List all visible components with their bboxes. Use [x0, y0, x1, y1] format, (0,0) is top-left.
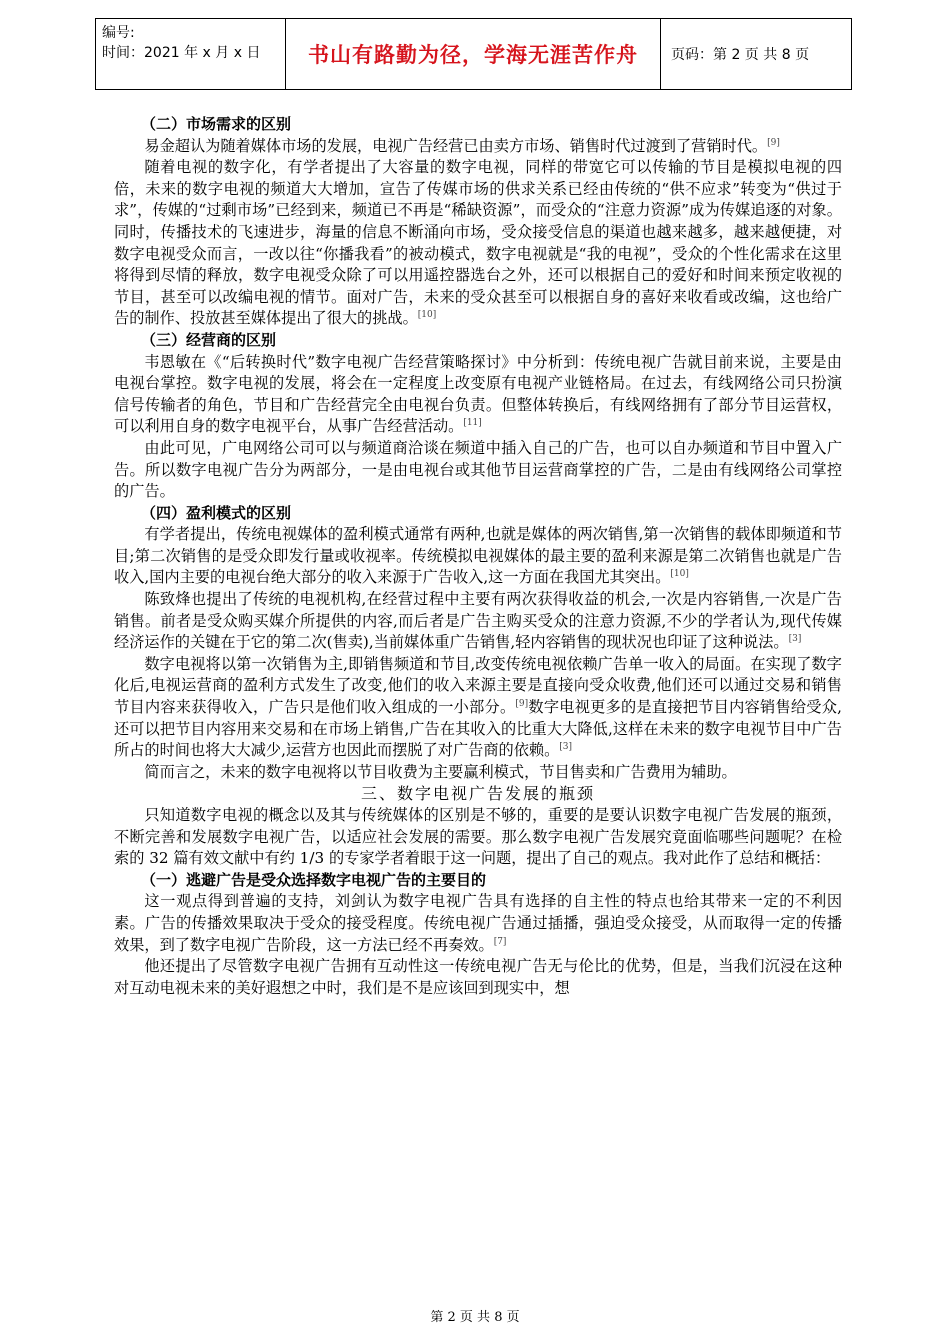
- header-left-cell: [96, 19, 286, 89]
- section-heading: 三、数字电视广告发展的瓶颈: [360, 784, 595, 804]
- paragraph: 只知道数字电视的概念以及其与传统媒体的区别是不够的，重要的是要认识数字电视广告发展的瓶颈，不断完善和发展数字电视广告，以适应社会发展的需要。那么数字电视广告发展究竟面临哪些问题呢？在检索的 32 篇有效文献中有约 1/3 的专家学者着眼于这一问题，提出了自己的观点。我对此作了总结和概括：: [114, 806, 842, 868]
- citation: [9]: [767, 137, 780, 148]
- document-number-label: 编号:: [102, 25, 135, 41]
- citation: [7]: [493, 936, 507, 947]
- paragraph: 简而言之，未来的数字电视将以节目收费为主要赢利模式，节目售卖和广告费用为辅助。: [144, 762, 737, 781]
- citation: [9]: [515, 698, 529, 709]
- paragraph: 由此可见，广电网络公司可以与频道商洽谈在频道中插入自己的广告，也可以自办频道和节目中置入广告。所以数字电视广告分为两部分，一是由电视台或其他节目运营商掌控的广告，二是由有线网络公司掌控的广告。: [114, 438, 842, 501]
- citation: [3]: [559, 742, 573, 753]
- citation: [10]: [417, 310, 437, 321]
- page-footer: 第 2 页 共 8 页: [430, 1310, 520, 1325]
- page-header: [95, 18, 852, 90]
- subheading-market-demand: （二）市场需求的区别: [141, 115, 292, 133]
- paragraph: 陈致烽也提出了传统的电视机构,在经营过程中主要有两次获得收益的机会,一次是内容销售,一次是广告销售。前者是受众购买媒介所提供的内容,而后者是广告主购买受众的注意力资源,不少的学者认为,现代传媒经济运作的关键在于它的第二次(售卖),当前媒体重广告销售,轻内容销售的现状况也印证了这种说法。[3]: [114, 590, 842, 652]
- subheading-operators: （三）经营商的区别: [141, 330, 277, 349]
- paragraph: 这一观点得到普遍的支持，刘剑认为数字电视广告具有选择的自主性的特点也给其带来一定的不利因素。广告的传播效果取决于受众的接受程度。传统电视广告通过插播，强迫受众接受，从而取得一定的传播效果，到了数字电视广告阶段，这一方法已经不再奏效。[7]: [114, 892, 842, 954]
- header-motto: 书山有路勤为径，学海无涯苦作舟: [286, 19, 661, 89]
- header-page-info: 页码：第 2 页 共 8 页: [671, 47, 810, 63]
- citation: [3]: [788, 634, 802, 645]
- subheading-ad-avoidance: （一）逃避广告是受众选择数字电视广告的主要目的: [141, 870, 487, 889]
- document-time-label: 时间：2021 年 x 月 x 日: [102, 45, 261, 61]
- paragraph: 他还提出了尽管数字电视广告拥有互动性这一传统电视广告无与伦比的优势，但是，当我们沉浸在这种对互动电视未来的美好遐想之中时，我们是不是应该回到现实中，想: [114, 957, 842, 997]
- citation: [11]: [463, 418, 482, 429]
- document-body: [114, 114, 842, 999]
- citation: [10]: [670, 569, 689, 580]
- paragraph: 易金超认为随着媒体市场的发展，电视广告经营已由卖方市场、销售时代过渡到了营销时代。[9]: [144, 136, 780, 155]
- paragraph: 数字电视将以第一次销售为主,即销售频道和节目,改变传统电视依赖广告单一收入的局面。在实现了数字化后,电视运营商的盈利方式发生了改变,他们的收入来源主要是直接向受众收费,他们还可以通过交易和销售节目内容来获得收入，广告只是他们收入组成的一小部分。[9]数字电视更多的是直接把节目内容销售给受众,还可以把节目内容用来交易和在市场上销售,广告在其收入的比重大大降低,这样在未来的数字电视节目中广告所占的时间也将大大减少,运营方也因此而摆脱了对广告商的依赖。[3]: [114, 654, 843, 760]
- subheading-profit-model: （四）盈利模式的区别: [141, 503, 292, 522]
- paragraph: 有学者提出，传统电视媒体的盈利模式通常有两种,也就是媒体的两次销售,第一次销售的载体即频道和节目;第二次销售的是受众即发行量或收视率。传统模拟电视媒体的最主要的盈利来源是第二次销售也就是广告收入,国内主要的电视台绝大部分的收入来源于广告收入,这一方面在我国尤其突出。[10]: [114, 525, 842, 587]
- paragraph: 随着电视的数字化，有学者提出了大容量的数字电视，同样的带宽它可以传输的节目是模拟电视的四倍，未来的数字电视的频道大大增加，宣告了传媒市场的供求关系已经由传统的“供不应求”转变为“供过于求”，传媒的“过剩市场”已经到来，频道已不再是“稀缺资源”，而受众的“注意力资源”成为传媒追逐的对象。同时，传播技术的飞速进步，海量的信息不断涌向市场，受众接受信息的渠道也越来越多，越来越便捷，对数字电视受众而言，一改以往“你播我看”的被动模式，数字电视就是“我的电视”，受众的个性化需求在这里将得到尽情的释放，数字电视受众除了可以用遥控器选台之外，还可以根据自己的爱好和时间来预定收视的节目，甚至可以改编电视的情节。面对广告，未来的受众甚至可以根据自身的喜好来收看或改编，这也给广告的制作、投放甚至媒体提出了很大的挑战。[10]: [114, 158, 842, 328]
- paragraph: 韦恩敏在《“后转换时代”数字电视广告经营策略探讨》中分析到：传统电视广告就目前来说，主要是由电视台掌控。数字电视的发展，将会在一定程度上改变原有电视产业链格局。在过去，有线网络公司只扮演信号传输者的角色，节目和广告经营完全由电视台负责。但整体转换后，有线网络拥有了部分节目运营权，可以利用自身的数字电视平台，从事广告经营活动。[11]: [114, 352, 842, 436]
